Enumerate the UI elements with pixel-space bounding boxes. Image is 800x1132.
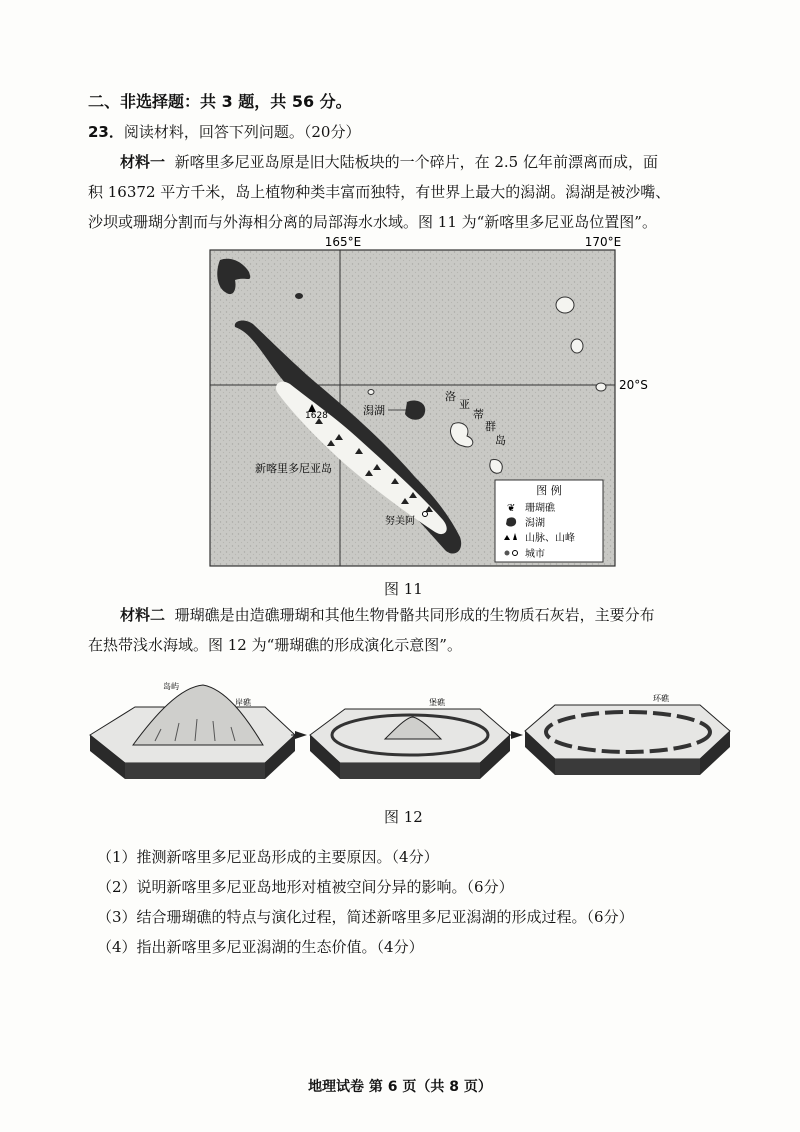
islands-char-2: 蒂 bbox=[473, 408, 484, 421]
question-title bbox=[88, 121, 360, 143]
material2-label: 材料二 bbox=[120, 606, 166, 624]
city-icon bbox=[423, 512, 428, 517]
page-footer: 地理试卷 第 6 页（共 8 页） bbox=[308, 1079, 492, 1095]
stage1-fringing-reef bbox=[90, 681, 295, 779]
coral-reef-icon: ❦ bbox=[507, 503, 516, 514]
figure12-diagram bbox=[85, 675, 745, 795]
material2-line2: 在热带浅水海域。图 12 为“珊瑚礁的形成演化示意图”。 bbox=[88, 636, 462, 654]
lon-left-label: 165°E bbox=[324, 235, 362, 249]
material2-line1: 材料二 珊瑚礁是由造礁珊瑚和其他生物骨骼共同形成的生物质石灰岩，主要分布 bbox=[120, 606, 655, 624]
lagoon-icon bbox=[506, 517, 516, 526]
island-label: 新喀里多尼亚岛 bbox=[255, 462, 332, 475]
subquestion-2: （2）说明新喀里多尼亚岛地形对植被空间分异的影响。（6分） bbox=[97, 878, 514, 896]
city-legend-icon bbox=[513, 551, 518, 556]
islands-char-0: 洛 bbox=[445, 390, 456, 403]
lagoon-label: 潟湖 bbox=[363, 404, 385, 417]
stage1-island-label: 岛屿 bbox=[163, 682, 179, 691]
stage2-barrier-reef bbox=[310, 697, 510, 779]
islands-char-1: 亚 bbox=[459, 398, 470, 411]
legend-title: 图 例 bbox=[536, 484, 562, 497]
legend-item-mountain: 山脉、山峰 bbox=[525, 533, 575, 544]
islands-char-3: 群 bbox=[485, 420, 496, 433]
capital-icon bbox=[505, 551, 510, 556]
legend-item-coral: 珊瑚礁 bbox=[525, 503, 555, 514]
ne-island-1 bbox=[556, 297, 574, 313]
small-islet bbox=[368, 390, 374, 395]
subquestion-3: （3）结合珊瑚礁的特点与演化过程，简述新喀里多尼亚潟湖的形成过程。（6分） bbox=[97, 908, 634, 926]
mare-island bbox=[490, 460, 502, 474]
small-reef bbox=[295, 293, 303, 299]
figure11-caption: 图 11 bbox=[384, 580, 423, 598]
stage2-label: 堡礁 bbox=[429, 698, 445, 707]
material1-label: 材料一 bbox=[120, 153, 166, 171]
ne-island-2 bbox=[571, 339, 583, 353]
material1-line1: 材料一 新喀里多尼亚岛原是旧大陆板块的一个碎片，在 2.5 亿年前漂离而成，面 bbox=[120, 153, 658, 171]
legend-item-city: 城市 bbox=[525, 549, 545, 560]
islands-char-4: 岛 bbox=[495, 434, 506, 447]
subquestion-4: （4）指出新喀里多尼亚潟湖的生态价值。（4分） bbox=[97, 938, 424, 956]
figure11-map bbox=[195, 232, 648, 572]
question-prompt: 阅读材料，回答下列问题。（20分） bbox=[123, 123, 361, 141]
question-number: 23． bbox=[88, 123, 124, 141]
peak-height: 1628 bbox=[305, 411, 328, 421]
figure12-caption: 图 12 bbox=[384, 808, 423, 826]
subquestion-1: （1）推测新喀里多尼亚岛形成的主要原因。（4分） bbox=[97, 848, 439, 866]
stage1-reef-label: 岸礁 bbox=[235, 698, 251, 707]
ne-island-3 bbox=[596, 383, 606, 391]
lagoon-islet bbox=[405, 400, 425, 419]
section-title: 二、非选择题：共 3 题，共 56 分。 bbox=[88, 92, 352, 111]
material1-line3: 沙坝或珊瑚分割而与外海相分离的局部海水水域。图 11 为“新喀里多尼亚岛位置图”。 bbox=[88, 213, 657, 231]
lat-label: 20°S bbox=[619, 378, 648, 392]
stage3-label: 环礁 bbox=[653, 694, 669, 703]
stage3-atoll bbox=[525, 693, 730, 775]
city-label: 努美阿 bbox=[385, 516, 415, 527]
material1-line2: 积 16372 平方千米，岛上植物种类丰富而独特，有世界上最大的潟湖。潟湖是被沙嘴、 bbox=[88, 183, 671, 201]
lon-right-label: 170°E bbox=[584, 235, 622, 249]
legend-item-lagoon: 潟湖 bbox=[525, 518, 545, 529]
legend bbox=[495, 480, 603, 562]
